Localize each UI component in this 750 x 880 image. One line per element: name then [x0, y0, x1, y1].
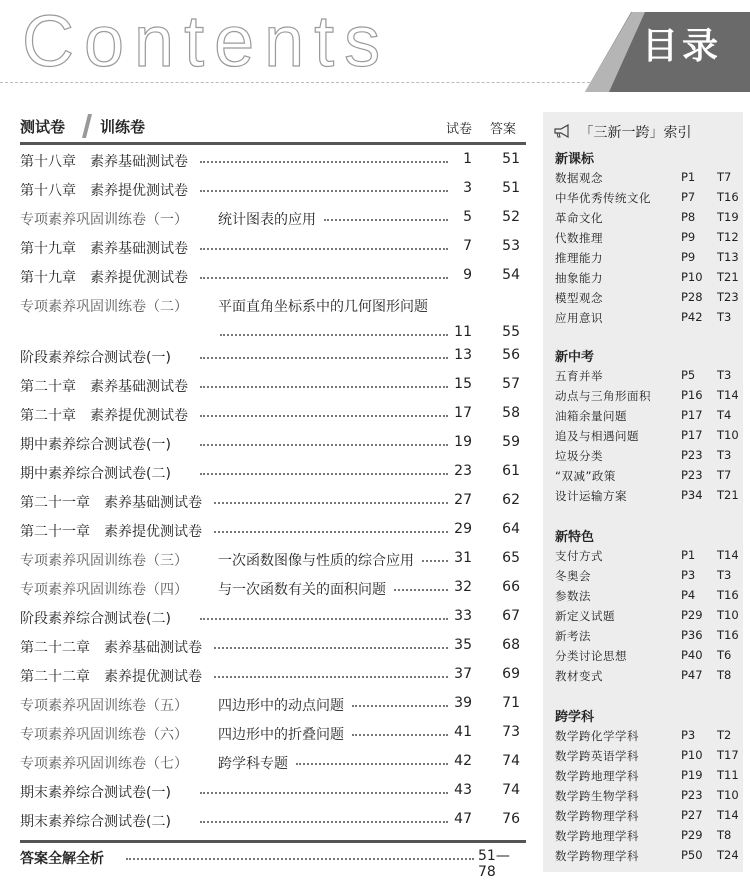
index-item[interactable]: [555, 566, 741, 586]
toc-footer-row[interactable]: [20, 846, 526, 880]
index-item-task: T19: [717, 210, 739, 224]
dot-leader: [126, 858, 474, 860]
toc-topic: 与一次函数有关的面积问题: [218, 582, 386, 598]
index-item[interactable]: [555, 268, 741, 288]
toc-row[interactable]: [20, 177, 526, 201]
index-item-page: P29: [681, 828, 703, 842]
toc-title: 第十八章 素养基础测试卷: [20, 154, 188, 170]
toc-page-number: 42: [454, 753, 472, 769]
toc-answer-page: 61: [502, 463, 520, 479]
index-item[interactable]: [555, 386, 741, 406]
toc-title: 专项素养巩固训练卷（二）: [20, 299, 188, 315]
index-item-page: P4: [681, 588, 696, 602]
index-item-label: 革命文化: [555, 211, 603, 225]
index-item-label: 中华优秀传统文化: [555, 191, 651, 205]
toc-row[interactable]: [20, 489, 526, 513]
index-item-label: 新定义试题: [555, 609, 615, 623]
toc-page-number: 37: [454, 666, 472, 682]
index-item-task: T12: [717, 230, 739, 244]
toc-answer-page: 53: [502, 238, 520, 254]
index-item[interactable]: [555, 486, 741, 506]
toc-topic: 统计图表的应用: [218, 212, 316, 228]
toc-row[interactable]: [20, 431, 526, 455]
category-separator: [82, 114, 92, 138]
index-item-page: P19: [681, 768, 703, 782]
index-item-page: P17: [681, 408, 703, 422]
contents-heading: Contents: [22, 2, 391, 82]
index-item-label: 冬奥会: [555, 569, 591, 583]
index-item[interactable]: [555, 426, 741, 446]
toc-title: 第二十二章 素养基础测试卷: [20, 640, 202, 656]
toc-row[interactable]: [20, 663, 526, 687]
category-tests: 测试卷: [20, 118, 66, 136]
index-section-heading: 跨学科: [555, 710, 595, 725]
index-item-task: T7: [717, 468, 732, 482]
index-item-task: T16: [717, 628, 739, 642]
index-section-heading: 新课标: [555, 152, 595, 167]
dot-leader: [214, 502, 448, 504]
toc-row[interactable]: [20, 750, 526, 774]
index-item-page: P10: [681, 270, 703, 284]
toc-row[interactable]: [20, 148, 526, 172]
page-header: [0, 0, 750, 100]
toc-page-number: 33: [454, 608, 472, 624]
index-item[interactable]: [555, 666, 741, 686]
dot-leader: [352, 705, 448, 707]
index-item-task: T17: [717, 748, 739, 762]
index-section-heading: 新中考: [555, 350, 595, 365]
index-item-page: P23: [681, 788, 703, 802]
index-item-label: 数学跨物理学科: [555, 809, 639, 823]
index-item-page: P7: [681, 190, 696, 204]
toc-row[interactable]: [20, 576, 526, 600]
toc-title: 第十九章 素养提优测试卷: [20, 270, 188, 286]
index-item-page: P5: [681, 368, 696, 382]
toc-page-number: 41: [454, 724, 472, 740]
index-item-task: T14: [717, 388, 739, 402]
column-header-page: 试卷: [446, 122, 473, 137]
toc-row[interactable]: [20, 460, 526, 484]
index-item[interactable]: [555, 466, 741, 486]
index-item-label: “双减”政策: [555, 469, 616, 483]
index-item[interactable]: [555, 726, 741, 746]
dot-leader: [200, 277, 448, 279]
dot-leader: [214, 676, 448, 678]
index-item-page: P17: [681, 428, 703, 442]
toc-answer-page: 58: [502, 405, 520, 421]
index-item-task: T2: [717, 728, 732, 742]
megaphone-icon: [553, 124, 575, 142]
toc-answer-page: 55: [502, 324, 520, 340]
index-item-label: 教材变式: [555, 669, 603, 683]
toc-row[interactable]: [20, 518, 526, 542]
answer-key-pages: 51—78: [478, 848, 510, 880]
toc-answer-page: 76: [502, 811, 520, 827]
index-item-task: T14: [717, 548, 739, 562]
toc-page-number: 17: [454, 405, 472, 421]
toc-row[interactable]: [20, 206, 526, 230]
index-item-label: 模型观念: [555, 291, 603, 305]
toc-row[interactable]: [20, 692, 526, 716]
index-item-task: T8: [717, 668, 732, 682]
page-title: 目录: [641, 26, 722, 67]
toc-title: 专项素养巩固训练卷（五）: [20, 698, 188, 714]
dot-leader: [200, 792, 448, 794]
index-item-task: T3: [717, 368, 732, 382]
dot-leader: [352, 734, 448, 736]
index-item[interactable]: [555, 406, 741, 426]
index-item[interactable]: [555, 846, 741, 866]
index-item-label: 分类讨论思想: [555, 649, 627, 663]
index-item-task: T16: [717, 190, 739, 204]
index-item-label: 油箱余量问题: [555, 409, 627, 423]
index-item-label: 设计运输方案: [555, 489, 627, 503]
toc-page-number: 39: [454, 695, 472, 711]
index-item-task: T24: [717, 848, 739, 862]
toc-page-number: 23: [454, 463, 472, 479]
index-item[interactable]: [555, 188, 741, 208]
index-item-page: P16: [681, 388, 703, 402]
toc-page-number: 1: [463, 151, 472, 167]
toc-row[interactable]: [20, 779, 526, 803]
toc-topic: 四边形中的折叠问题: [218, 727, 344, 743]
index-item-page: P3: [681, 568, 696, 582]
index-item-page: P1: [681, 548, 696, 562]
index-item-task: T10: [717, 788, 739, 802]
column-header-answer: 答案: [490, 122, 517, 137]
dot-leader: [200, 821, 448, 823]
toc-page-number: 7: [463, 238, 472, 254]
toc-title: 期末素养综合测试卷(一): [20, 785, 171, 801]
index-item-task: T13: [717, 250, 739, 264]
index-item-page: P27: [681, 808, 703, 822]
index-item[interactable]: [555, 606, 741, 626]
dot-leader: [220, 334, 448, 336]
index-item-label: 五育并举: [555, 369, 603, 383]
index-item-page: P3: [681, 728, 696, 742]
toc-answer-page: 68: [502, 637, 520, 653]
toc-title: 第二十章 素养基础测试卷: [20, 379, 188, 395]
index-item[interactable]: [555, 806, 741, 826]
index-item-task: T4: [717, 408, 732, 422]
index-panel: [543, 112, 743, 872]
dot-leader: [422, 560, 448, 562]
index-item-label: 数学跨物理学科: [555, 849, 639, 863]
toc-row[interactable]: [20, 547, 526, 571]
index-item-task: T10: [717, 608, 739, 622]
index-item[interactable]: [555, 228, 741, 248]
index-section-heading: 新特色: [555, 530, 595, 545]
toc-page-number: 35: [454, 637, 472, 653]
index-item-page: P40: [681, 648, 703, 662]
index-item-label: 数学跨地理学科: [555, 769, 639, 783]
toc-answer-page: 54: [502, 267, 520, 283]
dot-leader: [200, 444, 448, 446]
index-item[interactable]: [555, 288, 741, 308]
index-item-page: P1: [681, 170, 696, 184]
dot-leader: [200, 386, 448, 388]
index-item-task: T3: [717, 568, 732, 582]
index-item[interactable]: [555, 746, 741, 766]
index-item-page: P42: [681, 310, 703, 324]
index-item-task: T3: [717, 310, 732, 324]
toc-row[interactable]: [20, 293, 526, 345]
toc-answer-page: 51: [502, 151, 520, 167]
index-item-task: T7: [717, 170, 732, 184]
toc-title: 专项素养巩固训练卷（三）: [20, 553, 188, 569]
index-item-label: 数学跨化学学科: [555, 729, 639, 743]
answer-key-title: 答案全解全析: [20, 851, 104, 867]
toc-topic: 平面直角坐标系中的几何图形问题: [218, 299, 428, 315]
index-item-task: T14: [717, 808, 739, 822]
index-item-label: 垃圾分类: [555, 449, 603, 463]
dot-leader: [200, 415, 448, 417]
index-item[interactable]: [555, 786, 741, 806]
toc-title: 专项素养巩固训练卷（一）: [20, 212, 188, 228]
header-divider: [0, 82, 620, 83]
toc-answer-page: 52: [502, 209, 520, 225]
dot-leader: [200, 357, 448, 359]
dot-leader: [200, 473, 448, 475]
index-item-label: 新考法: [555, 629, 591, 643]
toc-topic: 跨学科专题: [218, 756, 288, 772]
toc-row[interactable]: [20, 808, 526, 832]
index-item[interactable]: [555, 446, 741, 466]
dot-leader: [214, 531, 448, 533]
index-item[interactable]: [555, 168, 741, 188]
toc-page-number: 5: [463, 209, 472, 225]
index-item-label: 数学跨地理学科: [555, 829, 639, 843]
index-item-label: 抽象能力: [555, 271, 603, 285]
toc-title: 期末素养综合测试卷(二): [20, 814, 171, 830]
index-item-task: T23: [717, 290, 739, 304]
category-training: 训练卷: [100, 118, 146, 136]
toc-answer-page: 69: [502, 666, 520, 682]
dot-leader: [214, 647, 448, 649]
index-item-label: 数学跨英语学科: [555, 749, 639, 763]
toc-answer-page: 62: [502, 492, 520, 508]
toc-row[interactable]: [20, 235, 526, 259]
dot-leader: [296, 763, 448, 765]
index-item-task: T6: [717, 648, 732, 662]
index-item[interactable]: [555, 366, 741, 386]
toc-title: 专项素养巩固训练卷（六）: [20, 727, 188, 743]
toc-answer-page: 51: [502, 180, 520, 196]
index-item-page: P9: [681, 250, 696, 264]
toc-title: 第二十一章 素养提优测试卷: [20, 524, 202, 540]
dot-leader: [394, 589, 448, 591]
index-item-label: 数据观念: [555, 171, 603, 185]
index-item[interactable]: [555, 766, 741, 786]
index-item-page: P50: [681, 848, 703, 862]
index-item-label: 追及与相遇问题: [555, 429, 639, 443]
index-item-task: T10: [717, 428, 739, 442]
dot-leader: [200, 161, 448, 163]
index-item-page: P23: [681, 448, 703, 462]
index-item-label: 动点与三角形面积: [555, 389, 651, 403]
toc-title: 专项素养巩固训练卷（七）: [20, 756, 188, 772]
index-item-page: P47: [681, 668, 703, 682]
toc-answer-page: 74: [502, 753, 520, 769]
toc-title: 阶段素养综合测试卷(二): [20, 611, 171, 627]
toc-row[interactable]: [20, 634, 526, 658]
index-item-page: P29: [681, 608, 703, 622]
index-item[interactable]: [555, 586, 741, 606]
toc-page-number: 13: [454, 347, 472, 363]
toc-topic: 一次函数图像与性质的综合应用: [218, 553, 414, 569]
index-item-task: T16: [717, 588, 739, 602]
index-item[interactable]: [555, 248, 741, 268]
index-item-task: T3: [717, 448, 732, 462]
toc-page-number: 27: [454, 492, 472, 508]
toc-row[interactable]: [20, 721, 526, 745]
toc-page-number: 29: [454, 521, 472, 537]
index-item-label: 数学跨生物学科: [555, 789, 639, 803]
toc-title: 专项素养巩固训练卷（四）: [20, 582, 188, 598]
index-item[interactable]: [555, 646, 741, 666]
toc-answer-page: 73: [502, 724, 520, 740]
index-item-page: P10: [681, 748, 703, 762]
toc-page-number: 47: [454, 811, 472, 827]
index-item-task: T11: [717, 768, 739, 782]
toc-page-number: 31: [454, 550, 472, 566]
index-item-label: 支付方式: [555, 549, 603, 563]
index-item-page: P28: [681, 290, 703, 304]
toc-answer-page: 65: [502, 550, 520, 566]
index-item-page: P34: [681, 488, 703, 502]
dot-leader: [200, 190, 448, 192]
index-item-label: 代数推理: [555, 231, 603, 245]
toc-page-number: 15: [454, 376, 472, 392]
toc-title: 期中素养综合测试卷(一): [20, 437, 171, 453]
index-item-task: T8: [717, 828, 732, 842]
toc-answer-page: 64: [502, 521, 520, 537]
toc-page-number: 32: [454, 579, 472, 595]
toc-title: 第二十一章 素养基础测试卷: [20, 495, 202, 511]
toc-title: 第二十二章 素养提优测试卷: [20, 669, 202, 685]
index-item-label: 参数法: [555, 589, 591, 603]
index-item[interactable]: [555, 826, 741, 846]
index-title: 「三新一跨」索引: [579, 125, 692, 141]
toc-row[interactable]: [20, 264, 526, 288]
index-item-task: T21: [717, 488, 739, 502]
toc-row[interactable]: [20, 605, 526, 629]
toc-title: 期中素养综合测试卷(二): [20, 466, 171, 482]
index-item-page: P8: [681, 210, 696, 224]
toc-row[interactable]: [20, 344, 526, 368]
table-of-contents: [20, 112, 526, 830]
toc-answer-page: 59: [502, 434, 520, 450]
toc-answer-page: 67: [502, 608, 520, 624]
footer-divider: [20, 840, 526, 843]
toc-title: 阶段素养综合测试卷(一): [20, 350, 171, 366]
index-item-page: P9: [681, 230, 696, 244]
toc-answer-page: 74: [502, 782, 520, 798]
toc-title: 第十九章 素养基础测试卷: [20, 241, 188, 257]
dot-leader: [200, 248, 448, 250]
index-item-label: 应用意识: [555, 311, 603, 325]
index-item-page: P23: [681, 468, 703, 482]
toc-answer-page: 56: [502, 347, 520, 363]
toc-page-number: 11: [454, 324, 472, 340]
toc-answer-page: 66: [502, 579, 520, 595]
toc-topic: 四边形中的动点问题: [218, 698, 344, 714]
toc-row[interactable]: [20, 402, 526, 426]
dot-leader: [200, 618, 448, 620]
toc-page-number: 9: [463, 267, 472, 283]
index-item-label: 推理能力: [555, 251, 603, 265]
toc-page-number: 3: [463, 180, 472, 196]
toc-row[interactable]: [20, 373, 526, 397]
index-title-row: [553, 122, 691, 142]
toc-page-number: 43: [454, 782, 472, 798]
index-item[interactable]: [555, 308, 741, 328]
toc-header: [20, 112, 526, 145]
dot-leader: [324, 219, 448, 221]
index-item[interactable]: [555, 626, 741, 646]
index-item[interactable]: [555, 546, 741, 566]
toc-page-number: 19: [454, 434, 472, 450]
toc-title: 第十八章 素养提优测试卷: [20, 183, 188, 199]
index-item[interactable]: [555, 208, 741, 228]
index-item-task: T21: [717, 270, 739, 284]
index-item-page: P36: [681, 628, 703, 642]
toc-answer-page: 71: [502, 695, 520, 711]
toc-title: 第二十章 素养提优测试卷: [20, 408, 188, 424]
toc-answer-page: 57: [502, 376, 520, 392]
